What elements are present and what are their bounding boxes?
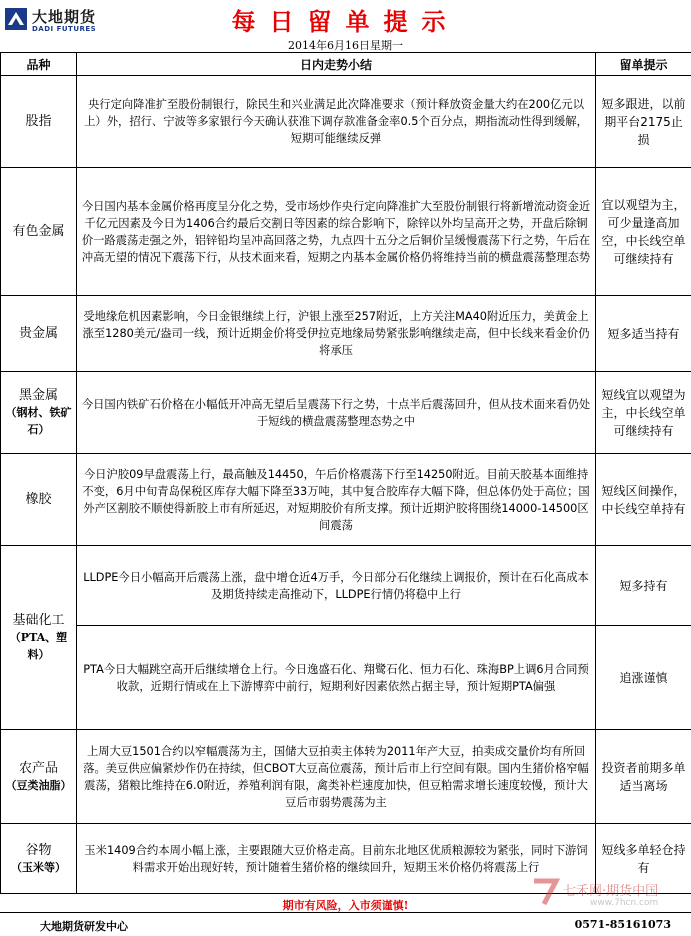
header-category: 品种 bbox=[1, 53, 77, 76]
tip-cell: 短线宜以观望为主，中长线空单可继续持有 bbox=[596, 372, 691, 454]
category-sublabel: （豆类油脂） bbox=[5, 778, 72, 792]
category-label: 股指 bbox=[25, 114, 52, 129]
risk-warning: 期市有风险，入市须谨慎! bbox=[282, 899, 409, 912]
summary-cell: 上周大豆1501合约以窄幅震荡为主，国储大豆拍卖主体转为2011年产大豆，拍卖成交量价均有所回落。美豆供应偏紧炒作仍在持续，但CBOT大豆高位震荡，预计后市上行空间有限。国内生猪价格窄幅震荡，猪粮比维持在6.0附近，养殖利润有限，禽类补栏速度加快，但豆粕需求增长速度较慢，预计大豆后市弱势震荡为主 bbox=[77, 730, 596, 824]
tip-cell: 短线多单轻仓持有 bbox=[596, 824, 691, 894]
summary-cell: PTA今日大幅跳空高开后继续增仓上行。今日逸盛石化、翔鹭石化、恒力石化、珠海BP上调6月合同预收款，近期行情或在上下游博弈中前行，短期利好因素依然占据主导，预计短期PTA偏强 bbox=[77, 626, 596, 730]
summary-cell: 今日国内铁矿石价格在小幅低开冲高无望后呈震荡下行之势，十点半后震荡回升，但从技术面来看仍处于短线的横盘震荡整理态势之中 bbox=[77, 372, 596, 454]
summary-cell: LLDPE今日小幅高开后震荡上涨，盘中增仓近4万手，今日部分石化继续上调报价，预计在石化高成本及期货持续走高推动下，LLDPE行情仍将稳中上行 bbox=[77, 546, 596, 626]
category-label: 谷物 bbox=[25, 842, 52, 858]
watermark-url: www.7hcn.com bbox=[590, 898, 659, 908]
table-row bbox=[1, 730, 691, 824]
category-cell bbox=[1, 546, 77, 730]
category-cell bbox=[1, 168, 77, 296]
category-cell bbox=[1, 296, 77, 372]
page-header bbox=[0, 0, 691, 36]
category-label: 基础化工 bbox=[12, 613, 65, 628]
table-row bbox=[1, 76, 691, 168]
summary-cell: 央行定向降准扩至股份制银行，除民生和兴业满足此次降准要求（预计释放资金量大约在200亿元以上）外，招行、宁波等多家银行今天确认获准下调存款准备金率0.5个百分点，期指流动性得到缓解，短期可能继续反弹 bbox=[77, 76, 596, 168]
category-label: 农产品 bbox=[18, 760, 58, 776]
category-sublabel: （玉米等） bbox=[11, 860, 66, 874]
table-row bbox=[1, 168, 691, 296]
page-title: 每日留单提示 bbox=[231, 7, 460, 36]
category-label: 黑金属 bbox=[18, 388, 58, 403]
category-cell bbox=[1, 824, 77, 894]
footer-phone: 0571-85161073 bbox=[574, 918, 671, 931]
tip-cell: 短线区间操作，中长线空单持有 bbox=[596, 454, 691, 546]
category-label: 橡胶 bbox=[25, 492, 52, 507]
reminder-table bbox=[0, 52, 691, 894]
logo-en-text: DADI FUTURES bbox=[32, 25, 97, 33]
category-cell bbox=[1, 730, 77, 824]
summary-cell: 受地缘危机因素影响，今日金银继续上行，沪银上涨至257附近，上方关注MA40附近压力，美黄金上涨至1280美元/盎司一线，预计近期金价将受伊拉克地缘局势紧张影响继续走高，但中长线来看金价仍将承压 bbox=[77, 296, 596, 372]
table-row bbox=[1, 372, 691, 454]
category-label: 有色金属 bbox=[12, 224, 65, 239]
tip-cell: 短多跟进，以前期平台2175止损 bbox=[596, 76, 691, 168]
category-cell bbox=[1, 454, 77, 546]
table-header-row bbox=[1, 53, 691, 76]
category-cell bbox=[1, 76, 77, 168]
category-sublabel: （PTA、塑料） bbox=[9, 631, 68, 661]
header-summary: 日内走势小结 bbox=[77, 53, 596, 76]
tip-cell: 追涨谨慎 bbox=[596, 626, 691, 730]
category-sublabel: （钢材、铁矿石） bbox=[5, 406, 72, 436]
summary-cell: 今日国内基本金属价格再度呈分化之势，受市场炒作央行定向降准扩大至股份制银行将新增流动资金近千亿元因素及今日为1406合约最后交割日等因素的综合影响下，除锌以外均呈高开之势，开盘后除铜价一路震荡走强之外，铝锌铅均呈冲高回落之势，九点四十五分之后铜价呈缓慢震荡下行之势，午后在冲高无望的情况下震荡下行，从技术面来看，短期之内基本金属价格仍将维持当前的横盘震荡整理态势 bbox=[77, 168, 596, 296]
logo-cn-text: 大地期货 bbox=[32, 8, 97, 26]
tip-cell: 宜以观望为主，可少量逢高加空，中长线空单可继续持有 bbox=[596, 168, 691, 296]
tip-cell: 投资者前期多单适当离场 bbox=[596, 730, 691, 824]
footer-org: 大地期货研发中心 bbox=[40, 920, 128, 933]
summary-cell: 玉米1409合约本周小幅上涨，主要跟随大豆价格走高。目前东北地区优质粮源较为紧张，同时下游饲料需求开始出现好转，预计随着生猪价格的继续回升，短期玉米价格仍将震荡上行 bbox=[77, 824, 596, 894]
summary-cell: 今日沪胶09早盘震荡上行，最高触及14450，午后价格震荡下行至14250附近。目前天胶基本面维持不变，6月中旬青岛保税区库存大幅下降至33万吨，其中复合胶库存大幅下降，但总体仍处于高位；国外产区割胶不顺使得新胶上市有所延迟，对短期胶价有所支撑。预计近期沪胶将围绕14000-14500区间震荡 bbox=[77, 454, 596, 546]
table-row bbox=[1, 626, 691, 730]
header-tip: 留单提示 bbox=[596, 53, 691, 76]
category-cell bbox=[1, 372, 77, 454]
table-row bbox=[1, 546, 691, 626]
report-date: 2014年6月16日星期一 bbox=[288, 39, 403, 52]
tip-cell: 短多适当持有 bbox=[596, 296, 691, 372]
watermark-text: 七禾网·期货中国 bbox=[563, 884, 659, 899]
footer-divider bbox=[0, 912, 691, 913]
category-label: 贵金属 bbox=[18, 326, 58, 341]
table-row bbox=[1, 454, 691, 546]
tip-cell: 短多持有 bbox=[596, 546, 691, 626]
table-row bbox=[1, 296, 691, 372]
